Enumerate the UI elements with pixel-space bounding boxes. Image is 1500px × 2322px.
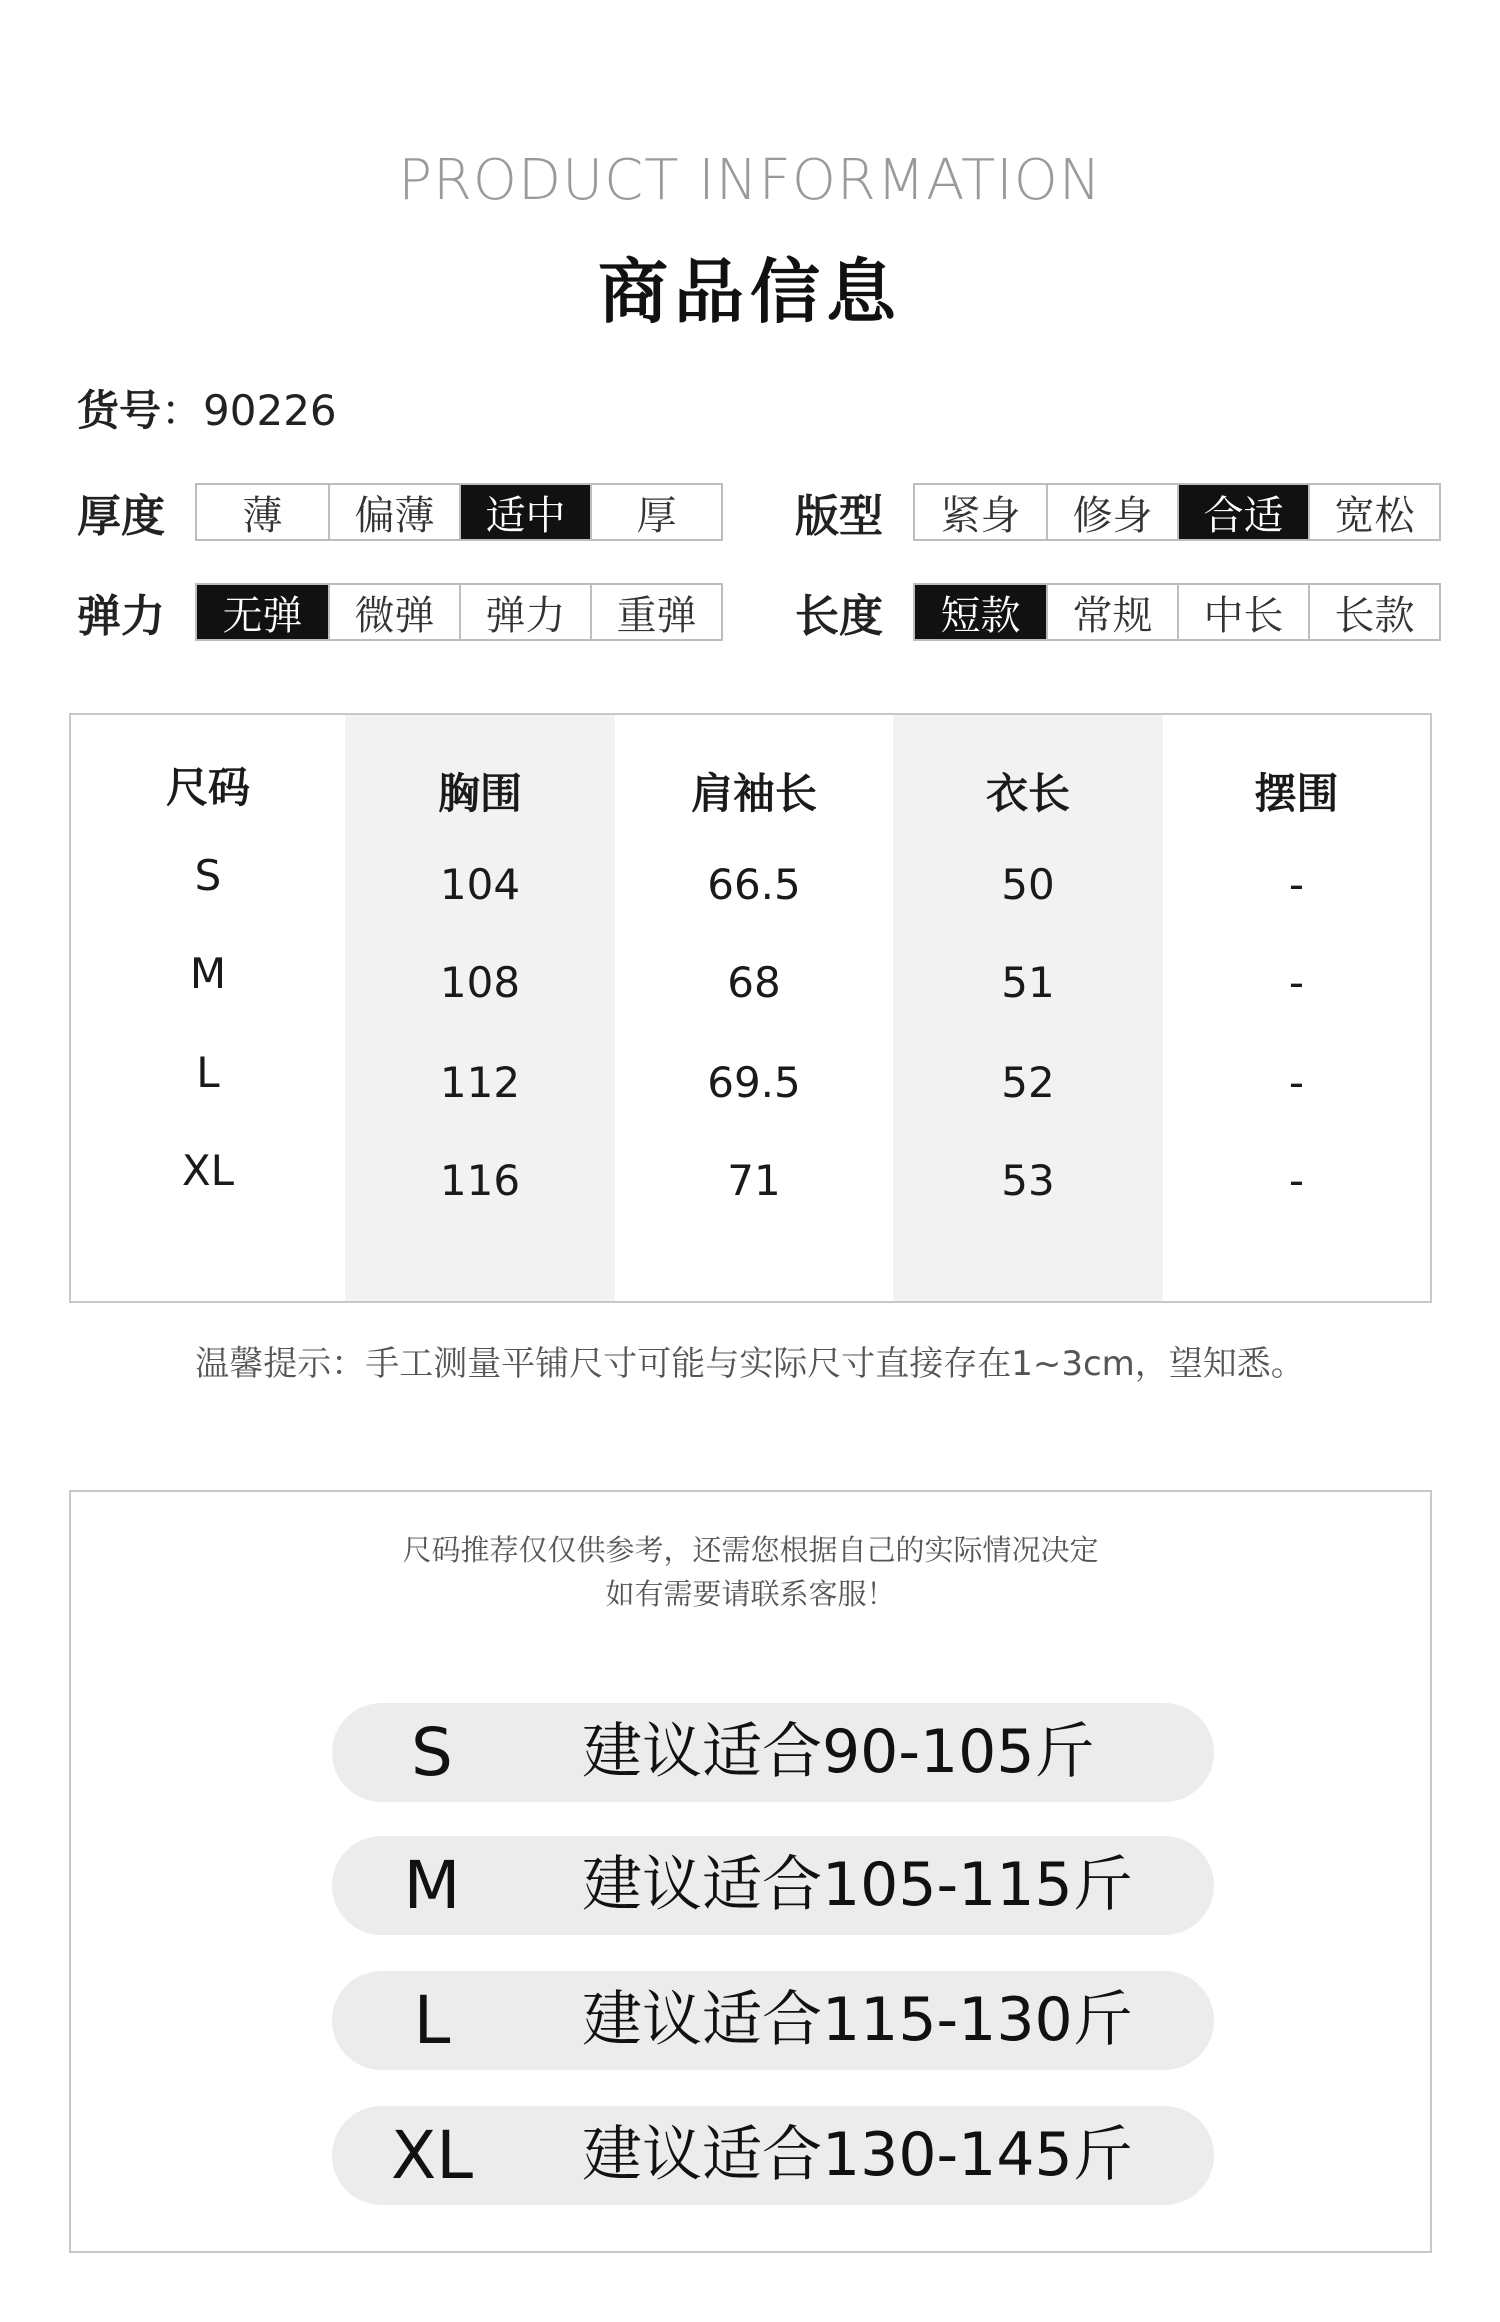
- attr-option: 宽松: [1308, 485, 1439, 539]
- table-cell: 71: [727, 1156, 781, 1205]
- attr-options-length: [913, 583, 1441, 641]
- attr-label-elasticity: 弹力: [77, 591, 165, 642]
- attr-option-selected: 合适: [1177, 485, 1308, 539]
- attr-option: 常规: [1046, 585, 1177, 639]
- table-cell: XL: [181, 1146, 235, 1195]
- attr-options-fit: [913, 483, 1441, 541]
- recommendation-size: M: [403, 1847, 461, 1924]
- recommendation-size: S: [411, 1714, 453, 1791]
- attr-length: [795, 580, 1441, 644]
- attr-fit: [795, 480, 1441, 544]
- attr-thickness: [77, 480, 723, 544]
- recommendation-note: 尺码推荐仅仅供参考，还需您根据自己的实际情况决定: [402, 1533, 1099, 1567]
- recommendation-pill: [332, 2106, 1214, 2205]
- attr-option: 薄: [242, 492, 283, 539]
- recommendation-size: L: [413, 1982, 451, 2059]
- attr-option: 微弹: [328, 585, 459, 639]
- attr-option: 偏薄: [328, 485, 459, 539]
- table-cell: 51: [1001, 958, 1055, 1007]
- table-cell: -: [1288, 958, 1305, 1007]
- table-header: 肩袖长: [690, 769, 817, 818]
- recommendation-text: 建议适合115-130斤: [582, 1985, 1133, 2055]
- recommendation-text: 建议适合130-145斤: [582, 2120, 1133, 2190]
- attr-option: 中长: [1177, 585, 1308, 639]
- table-cell: -: [1288, 1156, 1305, 1205]
- table-header: 摆围: [1254, 769, 1339, 818]
- recommendation-size: XL: [391, 2117, 473, 2194]
- table-cell: 104: [439, 860, 521, 909]
- table-cell: 116: [439, 1156, 521, 1205]
- table-cell: -: [1288, 1058, 1305, 1107]
- measurement-tip: 温馨提示：手工测量平铺尺寸可能与实际尺寸直接存在1~3cm，望知悉。: [195, 1344, 1305, 1384]
- table-cell: 53: [1001, 1156, 1055, 1205]
- attr-label-thickness: 厚度: [77, 491, 165, 542]
- table-cell: L: [196, 1048, 220, 1097]
- attr-label-fit: 版型: [795, 491, 883, 542]
- table-column-chest: [345, 715, 615, 1301]
- table-header: 尺码: [165, 763, 250, 812]
- recommendation-pill: [332, 1971, 1214, 2070]
- table-header: 衣长: [985, 769, 1070, 818]
- table-cell: 68: [727, 958, 781, 1007]
- table-column-shoulder-sleeve: [615, 715, 893, 1301]
- attr-option: 长款: [1308, 585, 1439, 639]
- table-cell: 112: [439, 1058, 521, 1107]
- recommendation-pill: [332, 1703, 1214, 1802]
- title-cn: 商品信息: [598, 251, 902, 333]
- attr-elasticity: [77, 580, 723, 644]
- size-recommendation-box: [69, 1490, 1432, 2253]
- table-cell: M: [189, 949, 227, 998]
- recommendation-note-contact: 如有需要请联系客服！: [605, 1577, 896, 1611]
- table-cell: 69.5: [707, 1058, 801, 1107]
- attr-option-selected: 适中: [459, 485, 590, 539]
- table-cell: 108: [439, 958, 521, 1007]
- sku-separator: ：: [161, 386, 204, 435]
- attr-label-length: 长度: [795, 591, 883, 642]
- table-cell: -: [1288, 860, 1305, 909]
- table-header: 胸围: [437, 769, 522, 818]
- table-column-length: [893, 715, 1163, 1301]
- table-cell: S: [194, 851, 222, 900]
- sku-label: 货号: [77, 386, 162, 435]
- attr-option: 弹力: [459, 585, 590, 639]
- recommendation-text: 建议适合90-105斤: [582, 1717, 1095, 1787]
- table-column-size: [71, 715, 345, 1301]
- sku-value: 90226: [203, 386, 337, 435]
- attr-option-selected: 无弹: [197, 585, 328, 639]
- table-cell: 66.5: [707, 860, 801, 909]
- sku-line: [77, 378, 337, 438]
- attr-options-elasticity: [195, 583, 723, 641]
- title-en: PRODUCT INFORMATION: [398, 148, 1102, 213]
- attr-option: 厚: [590, 485, 721, 539]
- attr-option-selected: 短款: [915, 585, 1046, 639]
- size-table: [69, 713, 1432, 1303]
- attr-option: 修身: [1046, 485, 1177, 539]
- table-column-hem: [1163, 715, 1430, 1301]
- attr-options-thickness: [195, 483, 723, 541]
- attr-option: 重弹: [590, 585, 721, 639]
- recommendation-pill: [332, 1836, 1214, 1935]
- table-cell: 50: [1001, 860, 1055, 909]
- recommendation-text: 建议适合105-115斤: [582, 1850, 1133, 1920]
- attr-option: 紧身: [940, 492, 1021, 539]
- table-cell: 52: [1001, 1058, 1055, 1107]
